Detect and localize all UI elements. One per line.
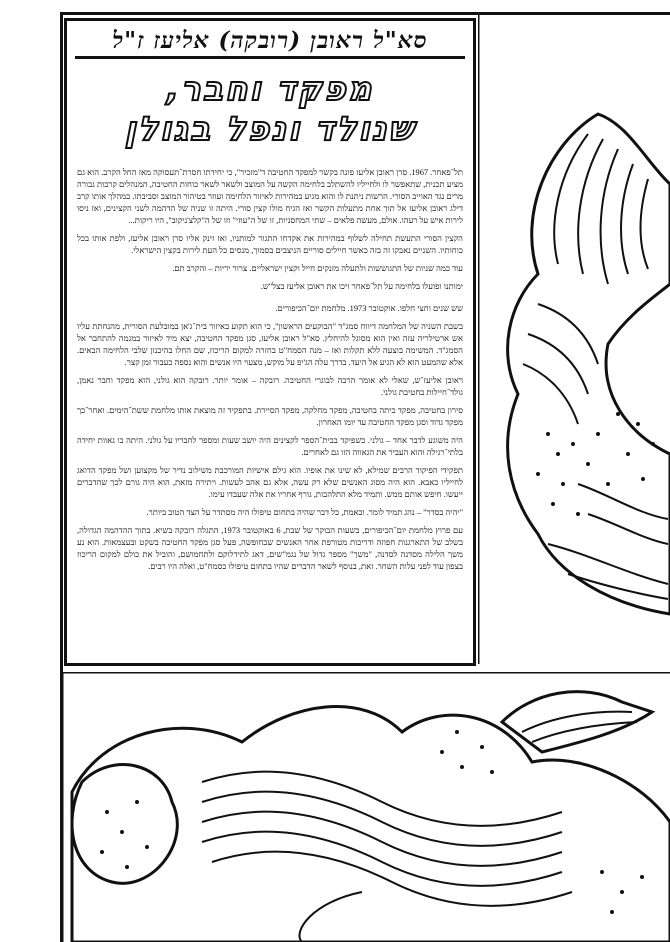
headline-line-2: שנולד ונפל בגולן: [124, 109, 416, 148]
paragraph: שש שנים וחצי חלפו. אוקטובר 1973. מלחמת יום־הכיפורים.: [275, 304, 463, 313]
memorial-line: סא"ל ראובן (רובקה) אליעז ז"ל: [75, 25, 465, 59]
headline: [77, 69, 463, 149]
paragraph: היה משוגע לדבר אחד – גולני. כשפיקד בבית־הספר לקצינים היה יושב שעות ומספר לחבריו על גולני. היתה בו גאוות יחידה בלתי־רגילה והוא העביר את הגאווה הזו גם לאחרים.: [77, 436, 463, 457]
paragraph: תפקידי הפיקוד הרבים שמילא, לא שינו את אופיו. הוא גילם אישיות המורכבת משילוב נדיר של מקצוען ושל מפקד הדואג לחייליו כאבא. הוא היה מסוג האנשים שלא רק עשה, אלא גם אהב לעשות. ויתירה מזאת, הוא היה גורם לכך שהדברים ייעשו. חיפש אותם ממש. ותמיד מלא התלהבות, גורף אחריו את אלה שעבדו עימו.: [77, 466, 463, 499]
paragraph: ימותנו ופועלו בלחימה על תל־פאחר זיכו את ראובן אליעז בצל"ש.: [260, 282, 463, 291]
paragraph: סירון בחטיבה, מפקד כיתה בחטיבה, מפקד מחלקה, מפקד הסיירת. בתפקיד זה מוצאת אותו מלחמת ששת־הימים. ואחר־כך מפקד גדוד וסגן מפקד החטיבה עד יומו האחרון.: [77, 406, 463, 427]
article-body: [67, 155, 473, 573]
article-box: [64, 18, 476, 666]
headline-line-1: מפקד וחבר,: [166, 69, 374, 108]
paragraph: בשבת השניה של המלחמה דיווח סמג"ד "הבוקעים הראשון", כי הוא תקוע באיזור בית־ג'אן במובלעת הסורית, מהנחתת עליו אש ארטילריה עזה ואין הוא מסוגל להיחלץ. סא"ל ראובן אליעז, סגן מפקד החטיבה, יצא מיד לאיזור במגמה להתחבר אל הסמג"ד. המשימה בוצעה ללא תקלות ואז – מנה הסמח"ט בחזרה למקום הריכוז, שם החלו בהיכנון שלבי הלחימה הבאים. אלא שהמעט הוא לא הגיע אל היעד. בדרך עלה הג'יפ על מוקש, מצעוי היו אנשים והוא נספה כעבור זמן קצר.: [77, 322, 463, 367]
paragraph: עוד כמה שניות של התגוששות ולתעלה מזנקים חייל וקצין ישראליים. צרור יריות – והקרב תם.: [172, 264, 463, 273]
decorative-drawing-bottom: [62, 672, 670, 942]
paragraph: תל־פאחר. 1967. סרן ראובן אליעז פונה בקשר למפקד החטיבה ד"מזכיר", כי יחידתו חסרת־תעסוקה מאז החל הקרב. הוא גם מציע תכנית, שתאפשר לו ולחייליו להשתלב בלחימה הקשה על המוצב ולשאר לשאר כוחות החטיבה, המנהלים קרבות גבורה מרים נגד האוייב הסורי. הרשות ניתנת לו והוא מגיע במהירות לאיזור הלחימה ועוזר בטיהור המוצב וסביבתו. במהלך אותו קרב דילג ראובן אליעז אל תוך אחת מתעלות הקשר ואז הגיח מולו קצין סורי. היתה זו שניה של הדהמה לשני הקצינים, ואז ניסו לירות איש על רעהו. אולם, מעשה פלאים – שתי המחסניות, זו של ה"עוזי" וזו של ה"קלצ'ניקוב", היו ריקות...: [77, 168, 463, 225]
paragraph: עם פרוץ מלחמת יום־הכיפורים, בשעות הבוקר של שבת, 6 באוקטובר 1973, התגלה רובקה בשיא. בתוך ההדהמה הגדולה, בשלב של התארגנות חפוזה ודריכות מטורפת אחר האנשים שבחופשה, פעל סגן מפקד החטיבה בשקט ובעצמאות. הוא נע משך הלילה מסדנה לסדנה, "משך" מספר גדול של נגמ"שים, דאג לתידלוקם ולתחמושם, והוביל את כולם למקום הריכוז בצפון עוד לפני עלות השחר. זאת, בנוסף לשאר הדברים שהיו בתחום טיפולו כסמח"ט, ואלה היו רבים.: [77, 526, 463, 571]
paragraph: הקצין הסורי התעשת תחילה לשלוף במהירות את אקדחו התגור למותניו, ואז זינק אליו סרן ראובן אליעז, ולפת אותו בכל כוחותיו. השניים נאבקו זה בזה כאשר חיילים סוריים הניצבים בסמוך, מנסים כל העת לירות בקצין הישראלי.: [77, 234, 463, 255]
paragraph: ראובן אליעז־ש, שאלי לא אומר הרבה לבוגרי החטיבה. רובקה – אומר יותר. רובקה הוא גולני, הוא מפקד וחבר נאמן, גולד־חיילות בחטיבת גולני.: [77, 376, 463, 397]
decorative-drawing-right: [478, 14, 670, 664]
paragraph: "יהיה בסדר" – נהג תמיד לומר. ובאמת, כל דבר שהיה בתחום טיפולו היה מסתדר על הצד הטוב ביותר.: [146, 508, 463, 517]
